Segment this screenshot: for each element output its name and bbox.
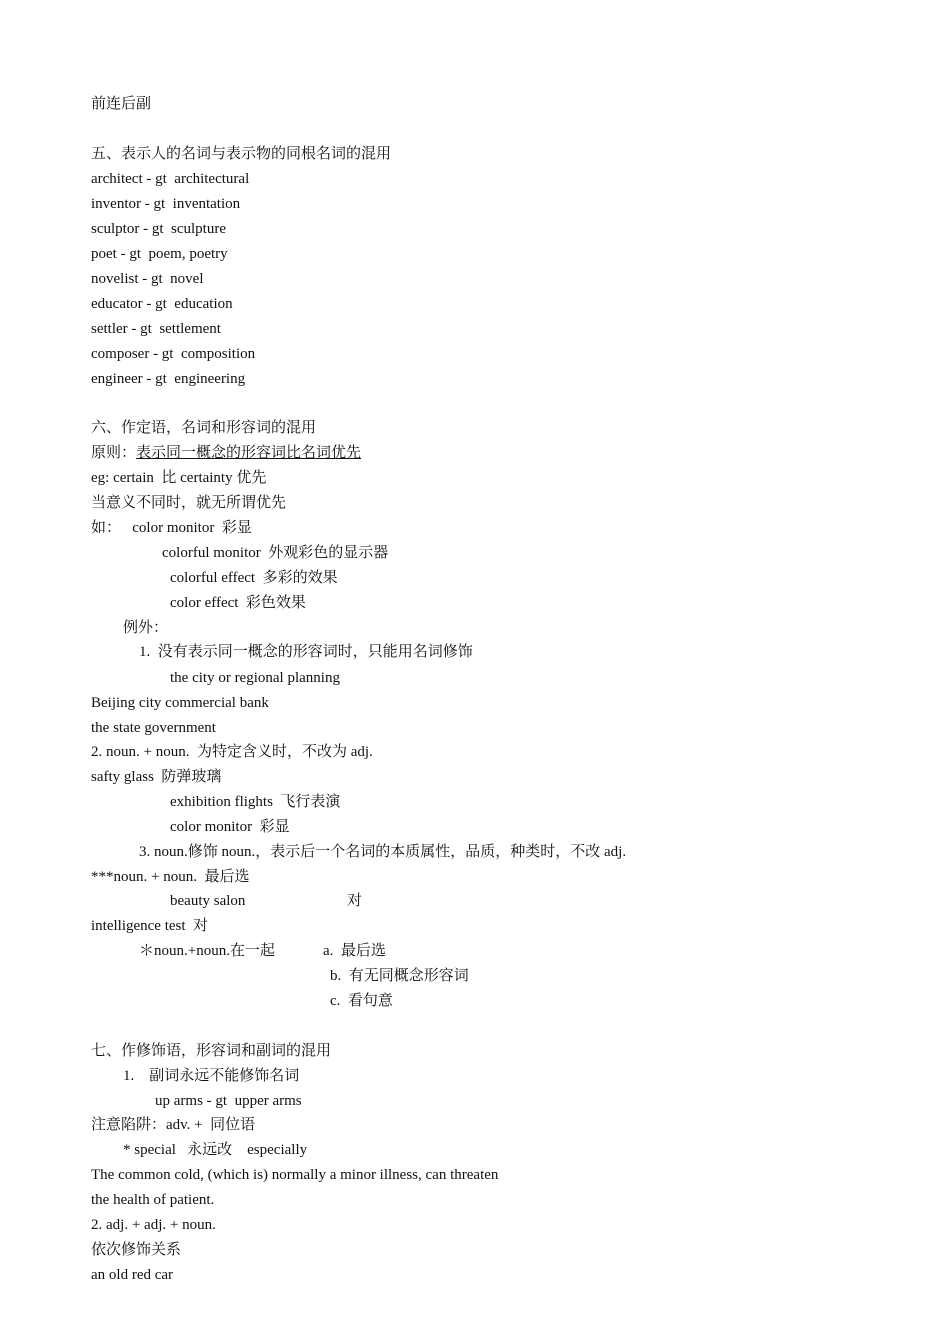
text-line: color effect 彩色效果	[170, 595, 306, 611]
text-line: the city or regional planning	[170, 670, 340, 686]
section-heading: 七、作修饰语，形容词和副词的混用	[91, 1043, 332, 1059]
text-line: engineer - gt engineering	[91, 371, 246, 387]
text-line: settler - gt settlement	[91, 321, 221, 337]
text-line: c. 看句意	[330, 993, 393, 1009]
text-line: novelist - gt novel	[91, 271, 204, 287]
text-line: beauty salon	[170, 893, 246, 909]
text-line: composer - gt composition	[91, 346, 256, 362]
text-line: 如： color monitor 彩显	[91, 520, 252, 536]
principle-line	[91, 443, 361, 463]
text-line: up arms - gt upper arms	[155, 1093, 302, 1109]
text-line: 前连后副	[91, 96, 152, 112]
text-line: The common cold, (which is) normally a minor illness, can threaten	[91, 1167, 499, 1183]
text-line: 对	[347, 893, 363, 909]
text-line: 依次修饰关系	[91, 1242, 182, 1258]
text-line: colorful monitor 外观彩色的显示器	[162, 545, 389, 561]
text-line: 注意陷阱：adv. + 同位语	[91, 1117, 256, 1133]
text-line: 当意义不同时，就无所谓优先	[91, 495, 287, 511]
text-line: Beijing city commercial bank	[91, 695, 269, 711]
section-heading: 五、表示人的名词与表示物的同根名词的混用	[91, 146, 392, 162]
text-line: safty glass 防弹玻璃	[91, 769, 222, 785]
text-line: poet - gt poem, poetry	[91, 246, 228, 262]
text-line: b. 有无同概念形容词	[330, 968, 469, 984]
text-line: 3. noun.修饰 noun.，表示后一个名词的本质属性，品质，种类时，不改 adj.	[139, 844, 627, 860]
text-line: sculptor - gt sculpture	[91, 221, 226, 237]
text-line: 2. noun. + noun. 为特定含义时，不改为 adj.	[91, 744, 373, 760]
text-line: inventor - gt inventation	[91, 196, 241, 212]
text-line: the state government	[91, 720, 216, 736]
text-line: the health of patient.	[91, 1192, 215, 1208]
principle-underlined: 表示同一概念的形容词比名词优先	[136, 445, 362, 461]
text-line: ＊noun.+noun.在一起	[139, 943, 275, 959]
text-line: color monitor 彩显	[170, 819, 290, 835]
text-line: 例外：	[123, 620, 169, 636]
text-line: ***noun. + noun. 最后选	[91, 869, 250, 885]
text-line: intelligence test 对	[91, 918, 209, 934]
text-line: colorful effect 多彩的效果	[170, 570, 338, 586]
text-line: 1. 副词永远不能修饰名词	[123, 1068, 300, 1084]
text-line: architect - gt architectural	[91, 171, 250, 187]
section-heading: 六、作定语，名词和形容词的混用	[91, 420, 317, 436]
text-line: 2. adj. + adj. + noun.	[91, 1217, 216, 1233]
principle-prefix: 原则：	[91, 445, 137, 461]
text-line: exhibition flights 飞行表演	[170, 794, 341, 810]
text-line: * special 永远改 especially	[123, 1142, 308, 1158]
text-line: a. 最后选	[323, 943, 386, 959]
text-line: 1. 没有表示同一概念的形容词时，只能用名词修饰	[139, 644, 473, 660]
text-line: an old red car	[91, 1267, 174, 1283]
text-line: eg: certain 比 certainty 优先	[91, 470, 267, 486]
text-line: educator - gt education	[91, 296, 233, 312]
